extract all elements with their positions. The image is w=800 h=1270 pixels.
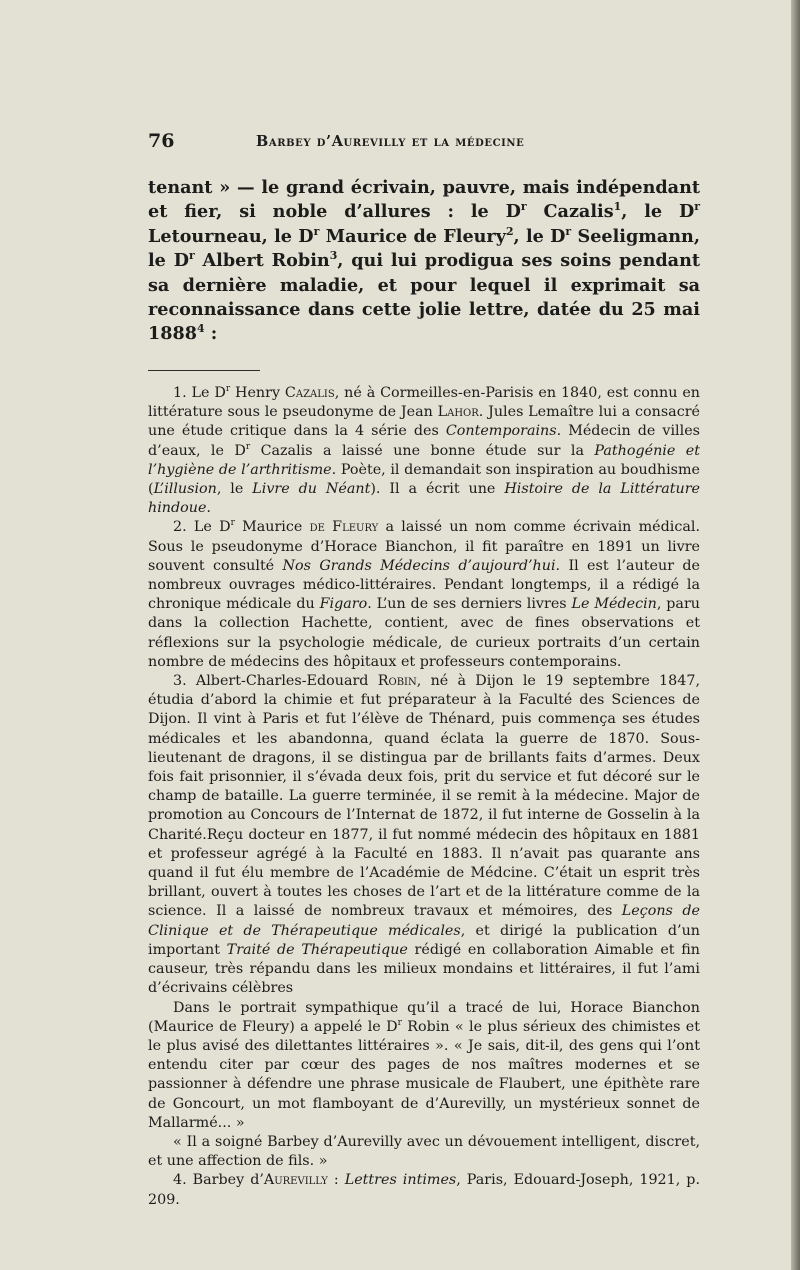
page-header — [148, 130, 700, 156]
footnotes — [148, 384, 700, 1210]
small-caps-name: Robin — [377, 673, 417, 690]
footnote-ref-3: 3 — [329, 249, 338, 263]
italic-title: Leçons de Clinique et de Thérapeutique médicales — [148, 903, 700, 939]
text-segment: : — [327, 1172, 345, 1189]
footnote-3-continuation — [148, 999, 700, 1133]
superscript: r — [694, 200, 700, 214]
footnote-ref-1: 1 — [613, 200, 622, 214]
superscript: r — [230, 518, 235, 529]
text-segment: 4. Barbey d’ — [173, 1172, 264, 1189]
text-segment: , né à Cormeilles-en-Parisis en 1840, est connu en littérature sous le pseudonyme de Jean — [148, 385, 700, 421]
italic-title: L’illusion — [153, 481, 217, 498]
text-segment: a laissé un nom comme écrivain médical. Sous le pseudonyme d’Horace Bianchon, il fit paraître en 1891 un livre souvent consulté — [148, 519, 701, 574]
footnote-ref-4: 4 — [196, 322, 205, 336]
italic-title: Nos Grands Médecins d’aujourd’hui. — [282, 557, 561, 574]
footnote-3-quote: « Il a soigné Barbey d’Aurevilly avec un dévouement intelligent, discret, et une affection de fils. » — [148, 1133, 700, 1170]
main-paragraph — [148, 176, 700, 347]
text-segment: , Paris, Edouard-Joseph, 1921, p. 209. — [148, 1172, 700, 1208]
footnote-1 — [148, 384, 700, 518]
text-segment: Cazalis a laissé une bonne étude sur la — [250, 442, 595, 459]
text-segment: 1. Le D — [173, 385, 226, 401]
text-segment: 2. Le D — [173, 519, 231, 536]
small-caps-name: Aurevilly — [263, 1172, 328, 1189]
text-segment: . Poète, il demandait son inspiration au boudhisme ( — [148, 461, 701, 498]
text-segment: , qui lui prodigua ses soins pendant sa dernière maladie, et pour lequel il exprimait sa reconnaissance dans cette jolie lettre, datée du 25 mai 1888 — [148, 250, 700, 345]
text-segment: , le D — [513, 225, 566, 247]
text-segment: ). Il a écrit une — [370, 481, 505, 498]
text-segment: : — [204, 323, 218, 345]
small-caps-name: Lahor — [437, 404, 479, 421]
text-segment: , paru dans la collection Hachette, contient, avec de fines observations et réflexions sur la psychologie médicale, de curieux portraits d’un certain nombre de médecins des hôpitaux et professeurs contemporains. — [148, 596, 701, 670]
text-segment: rédigé en collaboration Aimable et fin causeur, très répandu dans les milieux mondains et littéraires, il fut l’ami d’écrivains célèbres — [148, 941, 700, 997]
italic-title: Contemporains — [445, 423, 557, 440]
footnote-4 — [148, 1171, 700, 1209]
footnote-3 — [148, 672, 700, 998]
page-number: 76 — [148, 130, 175, 152]
text-segment: Maurice de Fleury — [319, 225, 506, 247]
small-caps-name: de Fleury — [309, 519, 379, 536]
text-segment: Dans le portrait sympathique qu’il a tracé de lui, Horace Bianchon (Maurice de Fleury) a appelé le D — [148, 999, 700, 1035]
body-paragraph-1 — [148, 176, 700, 347]
superscript: r — [397, 1017, 402, 1028]
italic-title: Le Médecin — [571, 596, 657, 613]
text-segment: Maurice — [234, 519, 310, 536]
text-segment: . Jules Lemaître lui a consacré une étude critique dans la 4 série des — [148, 404, 700, 440]
footnote-2 — [148, 518, 700, 672]
text-segment: tenant » — le grand écrivain, pauvre, mais indépendant et fier, si noble d’allures : le D — [148, 177, 700, 223]
text-segment: , né à Dijon le 19 septembre 1847, étudia d’abord la chimie et fut préparateur à la Faculté des Sciences de Dijon. Il vint à Paris et fut l’élève de Thénard, puis commença ses études médicales et les abandonna, quand éclata la guerre de 1870. Sous-lieutenant de dragons, il se distingua par de brillants faits d’armes. Deux fois fait prisonnier, il s’évada deux fois, prit du service et fut décoré sur le champ de bataille. La guerre terminée, il se remit à la médecine. Major de promotion au Concours de l’Internat de 1872, il fut interne de Gosselin à la Charité.Reçu docteur en 1877, il fut nommé médecin des hôpitaux en 1881 et professeur agrégé à la Faculté en 1883. Il n’avait pas quarante ans quand il fut élu membre de l’Académie de Médcine. C’était un esprit très brillant, ouvert à toutes les choses de l’art et de la littérature comme de la science. Il a laissé de nombreux travaux et mémoires, des — [148, 673, 700, 920]
superscript: r — [245, 441, 251, 452]
text-segment: . L’un de ses derniers livres — [367, 596, 572, 613]
text-segment: 3. Albert-Charles-Edouard — [173, 673, 378, 690]
italic-title: Histoire de la Littérature hindoue — [148, 481, 700, 517]
italic-title: Figaro — [319, 596, 368, 613]
italic-title: Lettres intimes — [344, 1172, 457, 1189]
text-segment: Albert Robin — [194, 250, 330, 272]
text-segment: . Médecin de villes d’eaux, le D — [148, 423, 700, 459]
text-segment: Henry — [230, 385, 285, 401]
text-segment: , le D — [621, 201, 695, 223]
italic-title: Traité de Thérapeutique — [226, 941, 408, 958]
text-segment: Letourneau, le D — [148, 225, 314, 247]
superscript: r — [225, 384, 231, 395]
text-segment: , le — [216, 481, 253, 498]
text-segment: Robin « le plus sérieux des chimistes et le plus avisé des dilettantes littéraires ». « Je sais, dit-il, des gens qui l’ont entendu citer par cœur des pages de nos maîtres modernes et se passionner à défendre une phrase musicale de Flaubert, une épithète rare de Goncourt, un mot flamboyant de d’Aurevilly, un mystérieux sonnet de Mallarmé... » — [148, 1018, 700, 1131]
superscript: r — [520, 200, 527, 214]
footnote-ref-2: 2 — [505, 224, 514, 238]
running-title: Barbey d’Aurevilly et la médecine — [256, 133, 525, 150]
italic-title: Pathogénie et l’hygiène de l’arthritisme — [148, 442, 700, 478]
text-segment: , et dirigé la publication d’un important — [148, 922, 700, 958]
text-segment: Seeligmann, le D — [148, 225, 700, 272]
superscript: r — [188, 249, 195, 263]
superscript: r — [565, 224, 572, 238]
footnote-separator — [148, 370, 260, 371]
text-segment: . — [206, 500, 211, 517]
italic-title: Livre du Néant — [252, 481, 371, 498]
page-edge-shadow — [791, 0, 800, 1270]
small-caps-name: Cazalis — [284, 385, 335, 401]
text-segment: Il est l’auteur de nombreux ouvrages médico-littéraires. Pendant longtemps, il a rédigé la chronique médicale du — [148, 557, 700, 613]
superscript: r — [313, 224, 320, 238]
text-segment: Cazalis — [526, 201, 614, 223]
